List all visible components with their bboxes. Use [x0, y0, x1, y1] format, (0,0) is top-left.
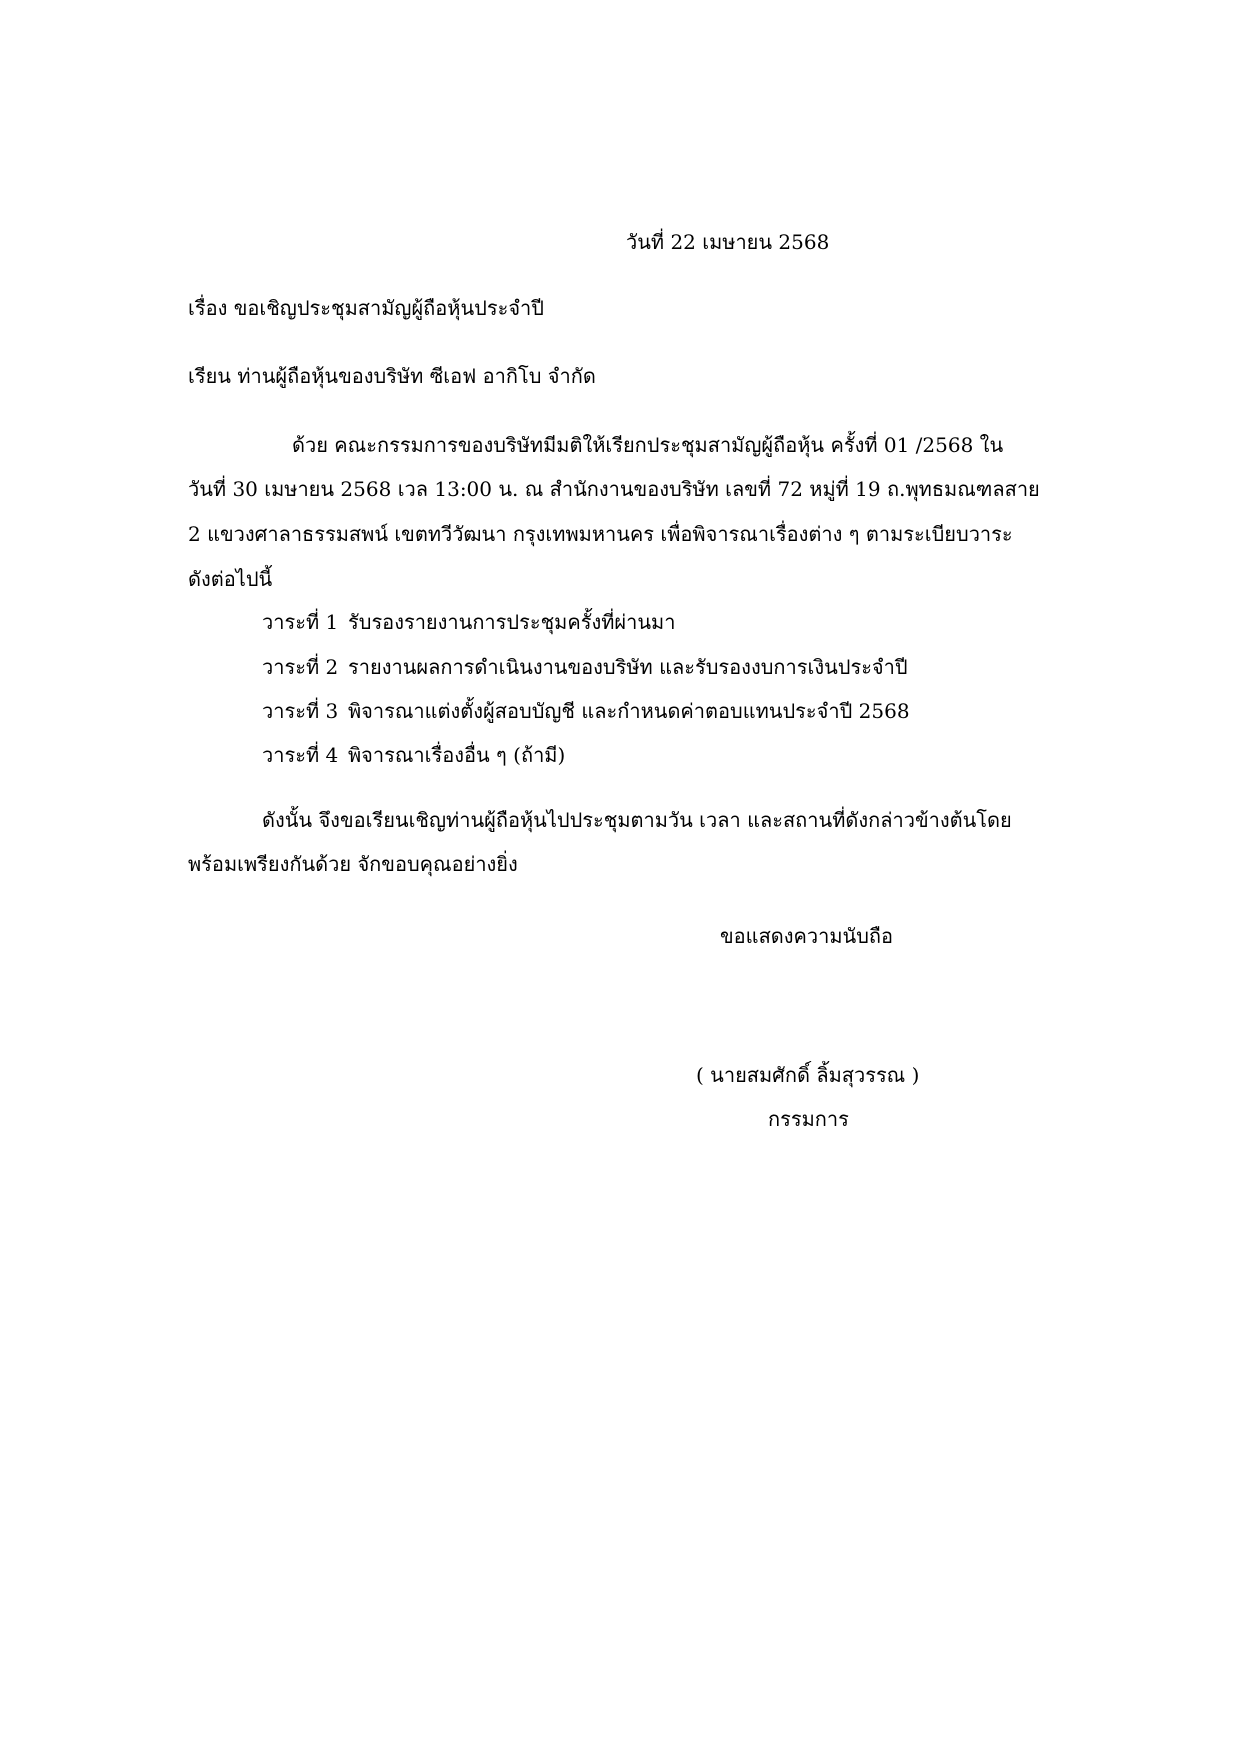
agenda-text: รายงานผลการดำเนินงานของบริษัท และรับรองงบการเงินประจำปี: [348, 655, 908, 679]
closing-paragraph-line: ดังนั้น จึงขอเรียนเชิญท่านผู้ถือหุ้นไปประชุมตามวัน เวลา และสถานที่ดังกล่าวข้างต้นโดย: [262, 808, 1012, 832]
letter-subject: เรื่อง ขอเชิญประชุมสามัญผู้ถือหุ้นประจำปี: [188, 296, 544, 320]
agenda-number: วาระที่ 4: [262, 743, 339, 767]
letter-date: วันที่ 22 เมษายน 2568: [626, 230, 830, 254]
agenda-text: พิจารณาแต่งตั้งผู้สอบบัญชี และกำหนดค่าตอบแทนประจำปี 2568: [348, 699, 910, 723]
agenda-text: รับรองรายงานการประชุมครั้งที่ผ่านมา: [348, 610, 676, 634]
body-paragraph-line: ดังต่อไปนี้: [188, 567, 273, 591]
regards-line: ขอแสดงความนับถือ: [720, 924, 894, 948]
agenda-item: [262, 653, 908, 681]
body-paragraph-line: 2 แขวงศาลาธรรมสพน์ เขตทวีวัฒนา กรุงเทพมหานคร เพื่อพิจารณาเรื่องต่าง ๆ ตามระเบียบวาระ: [188, 522, 1013, 546]
agenda-number: วาระที่ 3: [262, 699, 339, 723]
body-paragraph-line: ด้วย คณะกรรมการของบริษัทมีมติให้เรียกประชุมสามัญผู้ถือหุ้น ครั้งที่ 01 /2568 ใน: [292, 433, 1004, 457]
signer-title: กรรมการ: [768, 1107, 849, 1131]
agenda-text: พิจารณาเรื่องอื่น ๆ (ถ้ามี): [348, 743, 566, 767]
body-paragraph-line: วันที่ 30 เมษายน 2568 เวล 13:00 น. ณ สำนักงานของบริษัท เลขที่ 72 หมู่ที่ 19 ถ.พุทธมณฑลสาย: [188, 477, 1040, 501]
agenda-number: วาระที่ 2: [262, 655, 339, 679]
letter-salutation: เรียน ท่านผู้ถือหุ้นของบริษัท ซีเอฟ อากิโบ จำกัด: [188, 364, 596, 388]
signer-name: ( นายสมศักดิ์ ลิ้มสุวรรณ ): [696, 1063, 920, 1087]
agenda-item: [262, 608, 675, 636]
closing-paragraph-line: พร้อมเพรียงกันด้วย จักขอบคุณอย่างยิ่ง: [188, 852, 518, 876]
agenda-item: [262, 697, 910, 725]
agenda-number: วาระที่ 1: [262, 610, 339, 634]
agenda-item: [262, 741, 565, 769]
